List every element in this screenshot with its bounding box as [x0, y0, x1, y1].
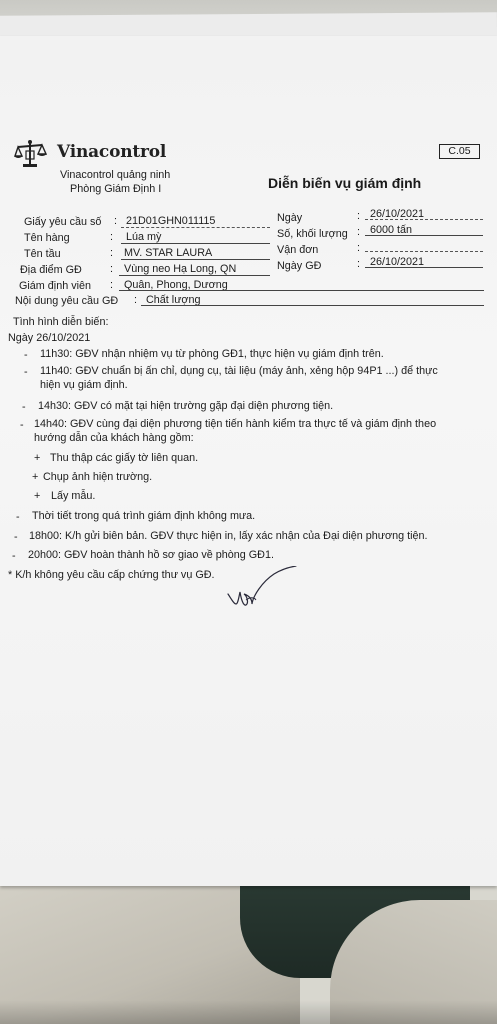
- colon: :: [110, 247, 113, 259]
- label-ngay-gd: Ngày GĐ: [277, 260, 322, 272]
- scales-logo-icon: [13, 139, 47, 169]
- colon: :: [357, 258, 360, 270]
- bullet-plus: +: [32, 471, 39, 483]
- progress-item: 20h00: GĐV hoàn thành hồ sơ giao về phòng GĐ1.: [28, 549, 274, 561]
- underline: [119, 275, 270, 276]
- colon: :: [110, 231, 113, 243]
- colon: :: [134, 294, 137, 306]
- label-ten-tau: Tên tầu: [24, 248, 61, 260]
- progress-date: Ngày 26/10/2021: [8, 332, 91, 344]
- progress-item: 11h30: GĐV nhận nhiệm vụ từ phòng GĐ1, thực hiện vụ giám định trên.: [40, 348, 384, 360]
- department-name: Phòng Giám Định I: [70, 183, 162, 195]
- bullet-dash: -: [22, 401, 26, 413]
- sub-item: Thu thập các giấy tờ liên quan.: [50, 452, 199, 464]
- progress-item: 14h40: GĐV cùng đại diện phương tiện tiến hành kiểm tra thực tế và giám định theo: [34, 418, 437, 430]
- value-giam-dinh-vien: Quân, Phong, Dương: [124, 279, 228, 291]
- underline: [121, 243, 270, 244]
- underline: [121, 227, 270, 228]
- sub-item: Chụp ảnh hiện trường.: [43, 471, 153, 483]
- colon: :: [110, 279, 113, 291]
- value-ten-tau: MV. STAR LAURA: [124, 247, 213, 259]
- bullet-dash: -: [24, 366, 28, 378]
- progress-item: Thời tiết trong quá trình giám định không mưa.: [32, 510, 256, 522]
- handwritten-signature: [222, 566, 302, 612]
- value-ngay: 26/10/2021: [370, 208, 425, 220]
- bullet-plus: +: [34, 490, 41, 502]
- value-dia-diem: Vùng neo Hạ Long, QN: [124, 263, 237, 275]
- form-code-box: C.05: [439, 144, 480, 159]
- underline: [119, 290, 484, 291]
- label-ngay: Ngày: [277, 212, 303, 224]
- bullet-dash: -: [12, 550, 16, 562]
- document-title: Diễn biến vụ giám định: [268, 175, 422, 191]
- value-ngay-gd: 26/10/2021: [370, 256, 425, 268]
- progress-item-continued: hiện vụ giám định.: [40, 379, 128, 391]
- colon: :: [114, 215, 117, 227]
- company-logo-text: Vinacontrol: [57, 142, 167, 162]
- bottom-shadow: [0, 1000, 497, 1024]
- bullet-dash: -: [24, 349, 28, 361]
- sub-item: Lấy mẫu.: [51, 490, 96, 502]
- underline: [365, 235, 483, 236]
- label-ten-hang: Tên hàng: [24, 232, 70, 244]
- label-giam-dinh-vien: Giám định viên: [19, 280, 92, 292]
- label-giay-yeu-cau: Giấy yêu cầu số: [24, 216, 102, 228]
- bullet-dash: -: [16, 511, 20, 523]
- value-ten-hang: Lúa mỳ: [126, 231, 162, 243]
- colon: :: [110, 263, 113, 275]
- label-dia-diem: Địa điểm GĐ: [20, 264, 82, 276]
- progress-item-continued: hướng dẫn của khách hàng gồm:: [34, 432, 194, 444]
- colon: :: [357, 226, 360, 238]
- branch-name: Vinacontrol quảng ninh: [60, 169, 171, 181]
- label-so-khoi-luong: Số, khối lượng: [277, 228, 348, 240]
- label-van-don: Vận đơn: [277, 244, 319, 256]
- progress-item: 14h30: GĐV có mặt tại hiện trường gặp đại diện phương tiện.: [38, 400, 334, 412]
- value-giay-yeu-cau: 21D01GHN011115: [126, 215, 216, 227]
- value-so-khoi-luong: 6000 tấn: [370, 224, 413, 236]
- label-noi-dung: Nội dung yêu cầu GĐ: [15, 295, 119, 307]
- value-noi-dung: Chất lượng: [146, 294, 201, 306]
- underline: [141, 305, 484, 306]
- note: * K/h không yêu cầu cấp chứng thư vụ GĐ.: [8, 569, 215, 581]
- bullet-dash: -: [14, 531, 18, 543]
- colon: :: [357, 242, 360, 254]
- underline: [365, 251, 483, 252]
- underline: [365, 219, 483, 220]
- progress-heading: Tình hình diễn biến:: [13, 316, 109, 328]
- underline: [121, 259, 270, 260]
- bullet-plus: +: [34, 452, 41, 464]
- bullet-dash: -: [20, 419, 24, 431]
- underline: [365, 267, 483, 268]
- colon: :: [357, 210, 360, 222]
- progress-item: 11h40: GĐV chuẩn bị ấn chỉ, dụng cụ, tài liệu (máy ảnh, xẻng hộp 94P1 ...) để thực: [40, 365, 438, 377]
- progress-item: 18h00: K/h gửi biên bản. GĐV thực hiện in, lấy xác nhận của Đại diện phương tiện.: [29, 530, 428, 542]
